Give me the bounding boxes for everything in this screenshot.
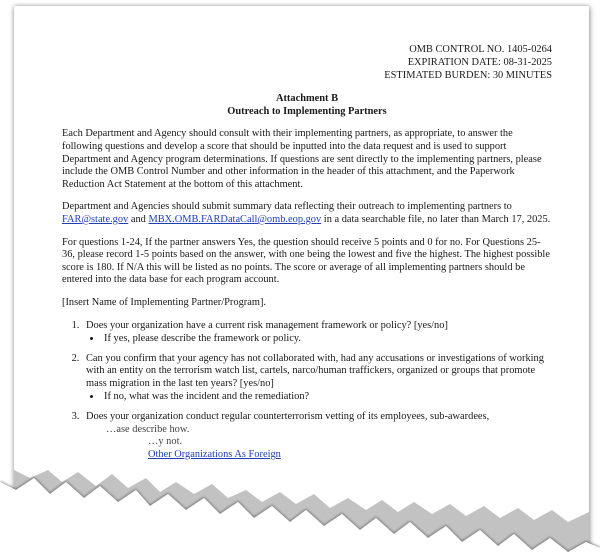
question-text: Can you confirm that your agency has not collaborated with, had any accusations or investigations of working with an entity on the terrorism watch list, cartels, narco/human traffickers, organized or groups that promote mass migration in the last ten years? [yes/no] (86, 352, 544, 389)
omb-header (62, 44, 552, 82)
attachment-title: Attachment B (275, 93, 339, 105)
foreign-organizations-link[interactable]: Other Organizations As Foreign (148, 448, 281, 460)
submission-text-middle: and (128, 213, 149, 225)
question-list (62, 320, 552, 462)
estimated-burden: ESTIMATED BURDEN: 30 MINUTES (384, 69, 552, 81)
attachment-subtitle: Outreach to Implementing Partners (227, 106, 387, 118)
question-item (82, 353, 552, 404)
submission-text-before: Department and Agencies should submit summary data reflecting their outreach to implementing partners to (62, 201, 512, 213)
submission-paragraph (62, 201, 552, 226)
partner-name-placeholder: [Insert Name of Implementing Partner/Program]. (62, 296, 266, 308)
intro-paragraph: Each Department and Agency should consult with their implementing partners, as appropriate, to answer the following questions and develop a score that should be inputted into the data request and is used to support Department and Agency program determinations. If questions are sent directly to the implementing partners, please include the OMB Control Number and other information in the header of this attachment, and the Paperwork Reduction Act Statement at the bottom of this attachment. (62, 128, 542, 190)
omb-control-number: OMB CONTROL NO. 1405-0264 (409, 44, 552, 55)
question-subitem: • If yes, please describe the framework or policy. (102, 333, 552, 346)
document-body (62, 44, 552, 468)
question-text: Does your organization conduct regular counterterrorism vetting of its employees, sub-awardees, (86, 411, 490, 423)
omb-email-link[interactable]: MBX.OMB.FARDataCall@omb.eop.gov (148, 213, 322, 225)
submission-text-after: in a data searchable file, no later than March 17, 2025. (321, 213, 551, 225)
question-fragment: …ase describe how. (106, 423, 190, 435)
question-subitem: • If no, what was the incident and the remediation? (102, 391, 552, 404)
question-fragment-2: …y not. (148, 436, 183, 448)
scoring-paragraph: For questions 1-24, If the partner answers Yes, the question should receive 5 points and 0 for no. For Questions 25-36, please record 1-5 points based on the answer, with one being the lowest and five the highest. The highest possible score is 180. If N/A this will be listed as no points. The score or average of all implementing partners should be entered into the data base for each program account. (62, 236, 550, 286)
expiration-date: EXPIRATION DATE: 08-31-2025 (407, 56, 552, 68)
far-email-link[interactable]: FAR@state.gov (62, 213, 129, 225)
question-item (82, 411, 552, 461)
question-text: Does your organization have a current risk management framework or policy? [yes/no] (86, 319, 448, 331)
question-item (82, 320, 552, 346)
document-page (14, 6, 589, 551)
